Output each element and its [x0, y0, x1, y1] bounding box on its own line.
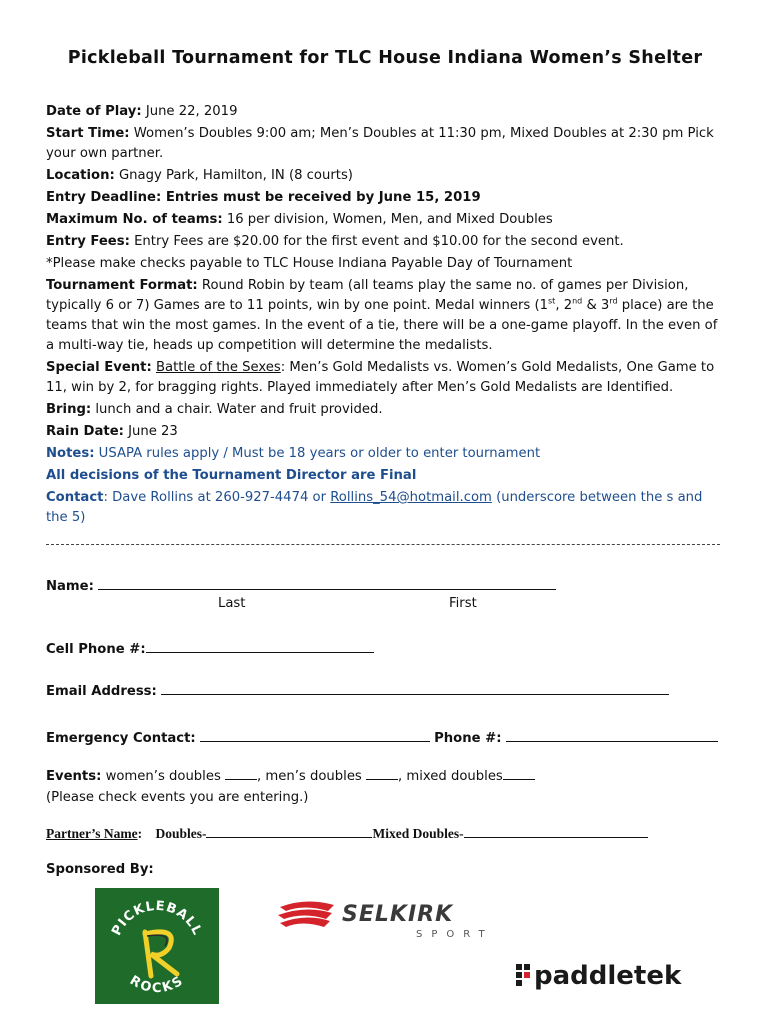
rain-date-value: June 23 [128, 424, 178, 439]
selkirk-sport-logo [276, 897, 521, 941]
decisions-note: All decisions of the Tournament Director are Final [46, 468, 417, 483]
entry-deadline-label: Entry Deadline: [46, 190, 162, 205]
dashed-divider [46, 544, 720, 545]
women-doubles-checkbox-line[interactable] [225, 767, 257, 780]
selkirk-swoosh-icon [278, 901, 334, 927]
entry-deadline-row [46, 188, 722, 208]
paddletek-mark-icon [516, 964, 530, 986]
entry-fees-value: Entry Fees are $20.00 for the first event and $10.00 for the second event. [134, 234, 624, 249]
pickleball-rocks-logo [95, 888, 219, 1004]
entry-fees-row [46, 232, 722, 252]
partner-mixed-label: Mixed Doubles- [372, 826, 464, 841]
max-teams-value: 16 per division, Women, Men, and Mixed Doubles [226, 212, 553, 227]
paddletek-logo [514, 958, 684, 992]
max-teams-label: Maximum No. of teams: [46, 212, 223, 227]
page-title: Pickleball Tournament for TLC House Indiana Women’s Shelter [67, 48, 703, 68]
contact-email-link[interactable]: Rollins_54@hotmail.com [330, 490, 492, 505]
special-event-text: : Men’s Gold Medalists vs. Women’s Gold Medalists, One Game to 11, win by 2, for bragging rights. Played immediately after Men’s Gold Medalists are Identified. [46, 360, 715, 395]
rain-date-label: Rain Date: [46, 424, 124, 439]
date-of-play-value: June 22, 2019 [145, 104, 238, 119]
special-event-row [46, 358, 722, 398]
format-label: Tournament Format: [46, 278, 198, 293]
cell-phone-field [46, 640, 374, 657]
entry-deadline-value: Entries must be received by June 15, 2019 [165, 190, 481, 205]
partner-colon: : [137, 826, 143, 841]
rocks-top-text: PICKLEBALL [109, 898, 205, 939]
events-women-label: women’s doubles [105, 769, 221, 784]
events-mixed-label: , mixed doubles [398, 769, 503, 784]
rain-date-row [46, 422, 722, 442]
partner-label: Partner’s Name [46, 826, 138, 841]
phone-input-line[interactable] [506, 729, 718, 742]
location-value: Gnagy Park, Hamilton, IN (8 courts) [118, 168, 353, 183]
phone-label: Phone #: [434, 731, 502, 746]
events-men-label: , men’s doubles [257, 769, 362, 784]
format-sup-3: rd [609, 296, 618, 306]
format-text-4: place) are the teams that win the most games. In the event of a tie, there will be a one-game playoff. In the even of a multi-way tie, heads up competition will determine the medalists. [46, 298, 718, 353]
rocks-bottom-text: ROCKS [126, 973, 188, 997]
name-field [46, 577, 556, 594]
format-text-2: , 2 [555, 298, 573, 313]
contact-label: Contact [46, 490, 104, 505]
men-doubles-checkbox-line[interactable] [366, 767, 398, 780]
contact-prefix: : Dave Rollins at 260-927-4474 or [103, 490, 331, 505]
name-input-line[interactable] [98, 577, 556, 590]
format-row [46, 276, 722, 356]
partner-field [46, 825, 648, 842]
email-field [46, 682, 669, 699]
selkirk-sport-text: SPORT [416, 929, 494, 940]
cell-phone-input-line[interactable] [146, 640, 374, 653]
sponsored-by-label: Sponsored By: [46, 862, 154, 877]
mixed-doubles-checkbox-line[interactable] [503, 767, 535, 780]
date-of-play-row [46, 102, 722, 122]
emergency-contact-input-line[interactable] [200, 729, 430, 742]
email-input-line[interactable] [161, 682, 669, 695]
events-label: Events: [46, 769, 102, 784]
format-sup-2: nd [572, 296, 583, 306]
format-text-3: & 3 [582, 298, 610, 313]
partner-doubles-input-line[interactable] [206, 825, 372, 838]
contact-row [46, 488, 722, 528]
format-sup-1: st [548, 296, 556, 306]
special-event-label: Special Event: [46, 360, 152, 375]
date-of-play-label: Date of Play: [46, 104, 142, 119]
partner-doubles-label: Doubles- [155, 826, 207, 841]
notes-label: Notes: [46, 446, 95, 461]
bring-value: lunch and a chair. Water and fruit provided. [95, 402, 383, 417]
special-event-name: Battle of the Sexes [155, 360, 281, 375]
cell-phone-label: Cell Phone #: [46, 642, 146, 657]
paddletek-wordmark: paddletek [534, 961, 682, 991]
start-time-value: Women’s Doubles 9:00 am; Men’s Doubles at 11:30 pm, Mixed Doubles at 2:30 pm Pick your own partner. [46, 126, 714, 161]
notes-row [46, 444, 722, 464]
check-note: (Please check events you are entering.) [46, 790, 309, 805]
entry-fees-label: Entry Fees: [46, 234, 130, 249]
start-time-row [46, 124, 722, 164]
partner-mixed-input-line[interactable] [464, 825, 648, 838]
notes-value: USAPA rules apply / Must be 18 years or older to enter tournament [98, 446, 541, 461]
bring-label: Bring: [46, 402, 92, 417]
email-label: Email Address: [46, 684, 157, 699]
last-label: Last [218, 596, 246, 611]
max-teams-row [46, 210, 722, 230]
name-label: Name: [46, 579, 94, 594]
contact-suffix: (underscore between the s and the 5) [46, 490, 703, 525]
first-label: First [449, 596, 477, 611]
location-label: Location: [46, 168, 115, 183]
events-field [46, 767, 535, 784]
emergency-contact-field [46, 729, 718, 746]
checks-note: *Please make checks payable to TLC House Indiana Payable Day of Tournament [46, 256, 573, 271]
format-text-1: Round Robin by team (all teams play the same no. of games per Division, typically 6 or 7) Games are to 11 points, win by one point. Medal winners (1 [46, 278, 689, 313]
location-row [46, 166, 722, 186]
start-time-label: Start Time: [46, 126, 130, 141]
bring-row [46, 400, 722, 420]
emergency-contact-label: Emergency Contact: [46, 731, 196, 746]
tournament-info [46, 102, 722, 530]
selkirk-wordmark: SELKIRK [342, 902, 454, 927]
